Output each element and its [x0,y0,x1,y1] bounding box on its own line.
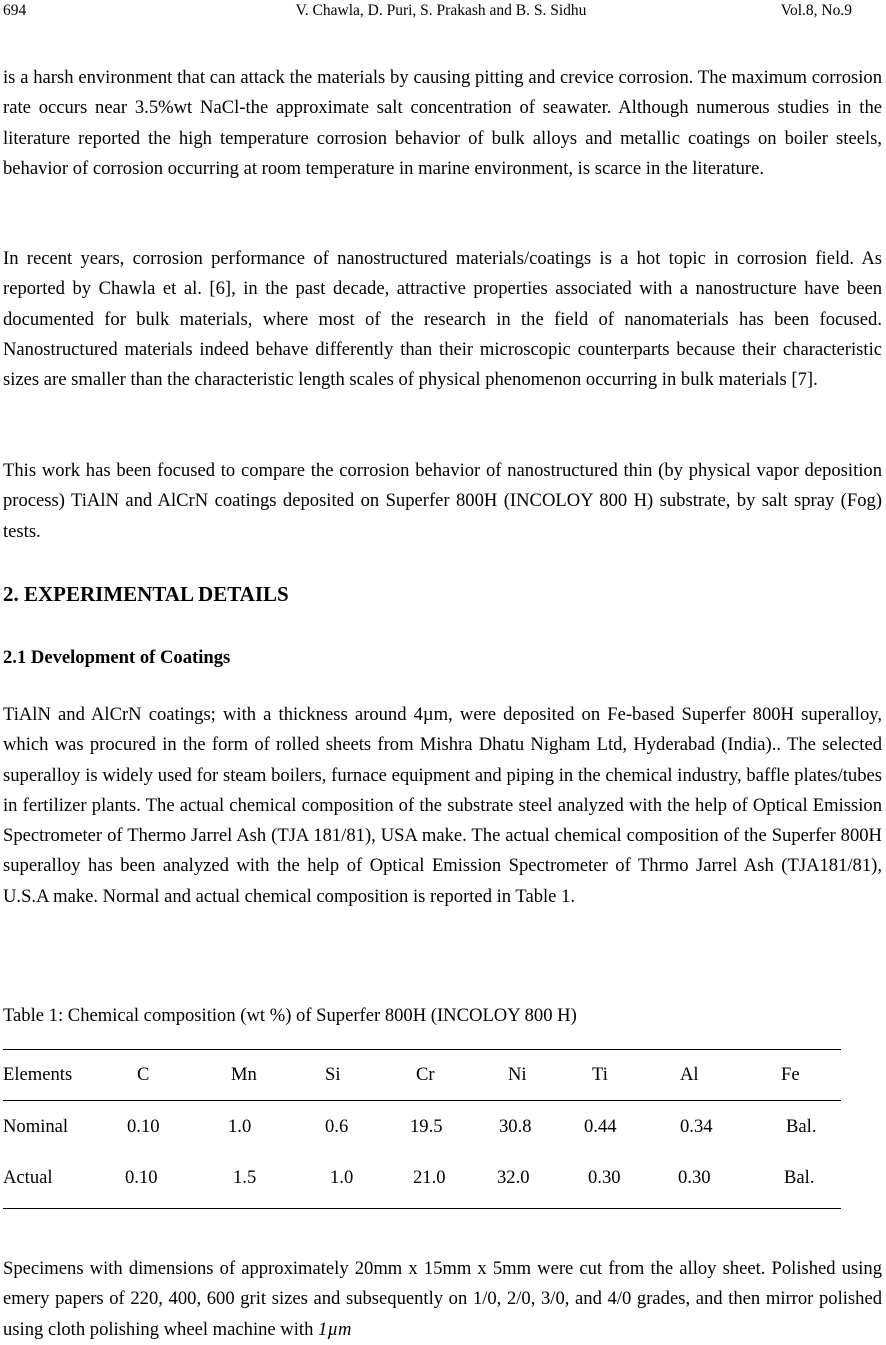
table-header-cell: C [137,1064,150,1085]
running-header [0,0,882,24]
table-cell: 1.5 [233,1167,257,1188]
table-header-row [0,1061,860,1089]
table-cell: 1.0 [330,1167,354,1188]
table-cell: 0.10 [127,1116,160,1137]
table-header-cell: Al [680,1064,699,1085]
table-bottom-rule [3,1208,841,1209]
polish-size-italic: 1µm [318,1318,352,1340]
table-cell: Bal. [786,1116,817,1137]
table-cell: 21.0 [413,1167,446,1188]
table-header-cell: Fe [781,1064,800,1085]
table-top-rule [3,1049,841,1050]
table-header-cell: Ti [592,1064,608,1085]
paragraph-nanostructured: In recent years, corrosion performance of nanostructured materials/coatings is a hot topic in corrosion field. As reported by Chawla et al. [6], in the past decade, attractive properties associated with a nanostructure have been documented for bulk materials, where most of the research in the field of nanomaterials has been focused. Nanostructured materials indeed behave differently than their microscopic counterparts because their characteristic sizes are smaller than the characteristic length scales of physical phenomenon occurring in bulk materials [7]. [3,248,882,391]
table-cell: 30.8 [499,1116,532,1137]
paragraph-specimen-preparation [3,1254,882,1345]
subsection-heading: 2.1 Development of Coatings [3,647,231,668]
specimen-preparation-text: Specimens with dimensions of approximately 20mm x 15mm x 5mm were cut from the alloy sheet. Polished using emery papers of 220, 400, 600 grit sizes and subsequently on 1/0, 2/0, 3/0, and 4/0 grades, and then mirror polished using cloth polishing wheel machine with [3,1258,882,1340]
table-cell: 32.0 [497,1167,530,1188]
table-header-rule [3,1100,841,1101]
table-cell: 0.6 [325,1116,349,1137]
page-number: 694 [3,2,27,19]
table-cell: 0.30 [678,1167,711,1188]
table-cell: Nominal [3,1116,69,1137]
table-header-cell: Elements [3,1064,73,1085]
table-cell: 19.5 [410,1116,443,1137]
section-heading: 2. EXPERIMENTAL DETAILS [3,582,289,606]
table-cell: Bal. [784,1167,815,1188]
paragraph-coatings-development: TiAlN and AlCrN coatings; with a thickness around 4µm, were deposited on Fe-based Superfer 800H superalloy, which was procured in the form of rolled sheets from Mishra Dhatu Nigham Ltd, Hyderabad (India).. The selected superalloy is widely used for steam boilers, furnace equipment and piping in the chemical industry, baffle plates/tubes in fertilizer plants. The actual chemical composition of the substrate steel analyzed with the help of Optical Emission Spectrometer of Thermo Jarrel Ash (TJA 181/81), USA make. The actual chemical composition of the Superfer 800H superalloy has been analyzed with the help of Optical Emission Spectrometer of Thrmo Jarrel Ash (TJA181/81), U.S.A make. Normal and actual chemical composition is reported in Table 1. [3,704,882,907]
paragraph-work-focus: This work has been focused to compare the corrosion behavior of nanostructured thin (by physical vapor deposition process) TiAlN and AlCrN coatings deposited on Superfer 800H (INCOLOY 800 H) substrate, by salt spray (Fog) tests. [3,460,882,542]
table-cell: 0.30 [588,1167,621,1188]
journal-volume: Vol.8, No.9 [780,2,852,19]
table-header-cell: Si [325,1064,341,1085]
table-row [0,1164,860,1192]
table-cell: Actual [3,1167,53,1188]
table-header-cell: Mn [231,1064,257,1085]
table-cell: 0.44 [584,1116,617,1137]
paragraph-corrosion-intro: is a harsh environment that can attack the materials by causing pitting and crevice corrosion. The maximum corrosion rate occurs near 3.5%wt NaCl-the approximate salt concentration of seawater. Although numerous studies in the literature reported the high temperature corrosion behavior of bulk alloys and metallic coatings on boiler steels, behavior of corrosion occurring at room temperature in marine environment, is scarce in the literature. [3,67,882,179]
table-header-cell: Ni [508,1064,527,1085]
running-authors: V. Chawla, D. Puri, S. Prakash and B. S. Sidhu [295,2,587,19]
table-row [0,1113,860,1141]
table-cell: 0.10 [125,1167,158,1188]
table-cell: 1.0 [228,1116,252,1137]
table-header-cell: Cr [416,1064,435,1085]
table-cell: 0.34 [680,1116,713,1137]
table-caption: Table 1: Chemical composition (wt %) of Superfer 800H (INCOLOY 800 H) [3,1005,577,1026]
